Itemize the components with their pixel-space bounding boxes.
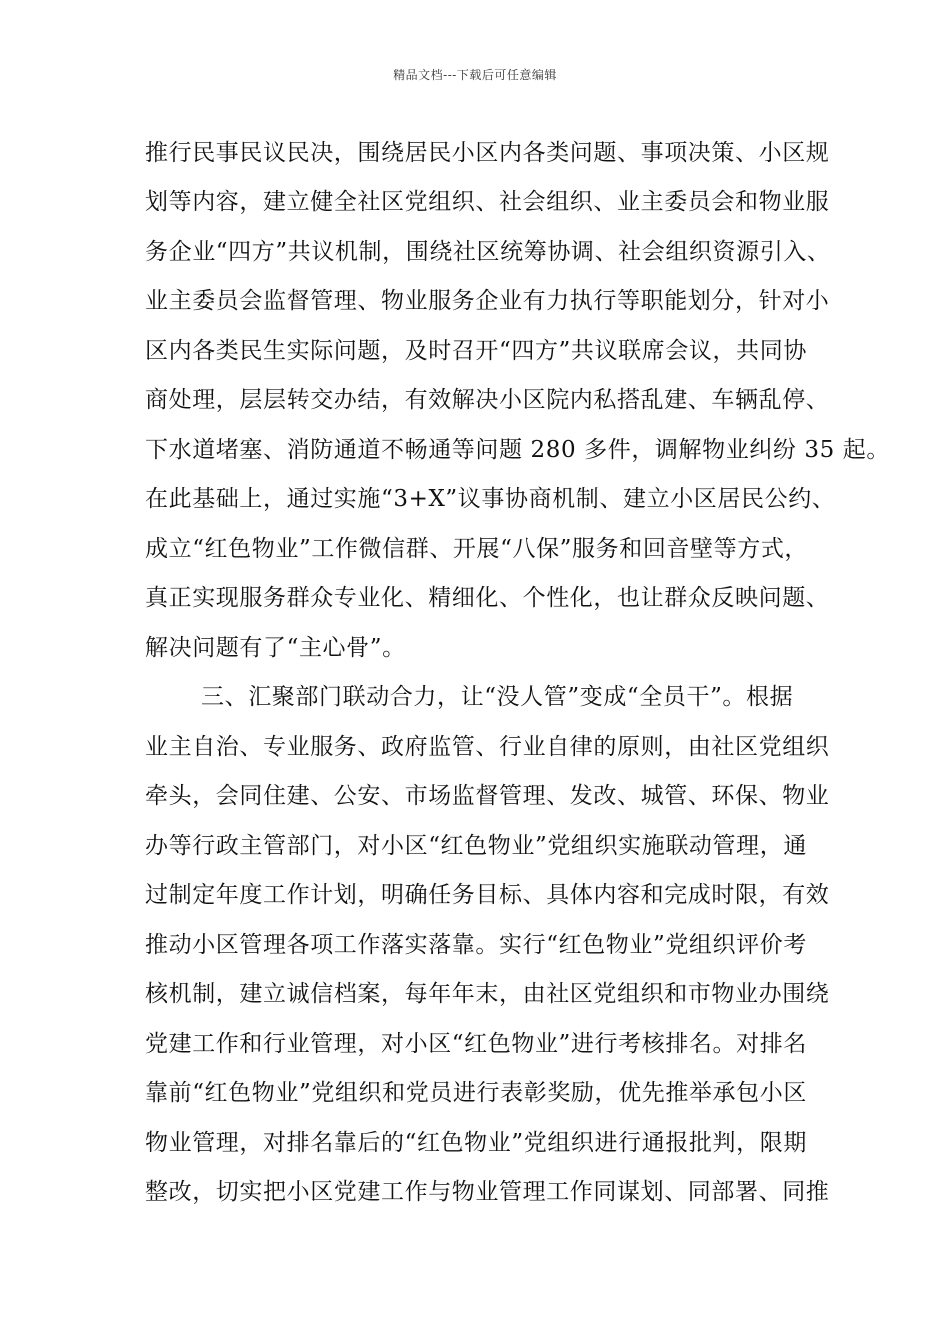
text-line: 商处理，层层转交办结，有效解决小区院内私搭乱建、车辆乱停、 xyxy=(145,387,830,413)
text-line: 核机制，建立诚信档案，每年年末，由社区党组织和市物业办围绕 xyxy=(145,981,830,1007)
section-heading-line: 三、汇聚部门联动合力，让“没人管”变成“全员干”。根据 xyxy=(201,684,794,710)
text-line: 靠前“红色物业”党组织和党员进行表彰奖励，优先推举承包小区 xyxy=(145,1080,807,1106)
text-line: 过制定年度工作计划，明确任务目标、具体内容和完成时限，有效 xyxy=(145,882,830,908)
text-line: 务企业“四方”共议机制，围绕社区统筹协调、社会组织资源引入、 xyxy=(145,239,831,265)
text-line: 推行民事民议民决，围绕居民小区内各类问题、事项决策、小区规 xyxy=(145,140,830,166)
page-header: 精品文档---下载后可任意编辑 xyxy=(393,68,557,82)
text-line: 成立“红色物业”工作微信群、开展“八保”服务和回音壁等方式， xyxy=(145,536,809,562)
text-line: 划等内容，建立健全社区党组织、社会组织、业主委员会和物业服 xyxy=(145,189,830,215)
text-line: 业主自治、专业服务、政府监管、行业自律的原则，由社区党组织 xyxy=(145,734,830,760)
text-line: 区内各类民生实际问题，及时召开“四方”共议联席会议，共同协 xyxy=(145,338,807,364)
text-line: 办等行政主管部门，对小区“红色物业”党组织实施联动管理，通 xyxy=(145,833,807,859)
text-line: 解决问题有了“主心骨”。 xyxy=(145,635,406,661)
text-line: 推动小区管理各项工作落实落靠。实行“红色物业”党组织评价考 xyxy=(145,932,807,958)
text-line: 业主委员会监督管理、物业服务企业有力执行等职能划分，针对小 xyxy=(145,288,830,314)
text-line: 下水道堵塞、消防通道不畅通等问题 280 多件，调解物业纠纷 35 起。 xyxy=(145,437,891,463)
text-line: 物业管理，对排名靠后的“红色物业”党组织进行通报批判，限期 xyxy=(145,1130,807,1156)
text-line: 在此基础上，通过实施“3+X”议事协商机制、建立小区居民公约、 xyxy=(145,486,836,512)
text-line: 真正实现服务群众专业化、精细化、个性化，也让群众反映问题、 xyxy=(145,585,830,611)
text-line: 整改，切实把小区党建工作与物业管理工作同谋划、同部署、同推 xyxy=(145,1179,830,1205)
text-line: 党建工作和行业管理，对小区“红色物业”进行考核排名。对排名 xyxy=(145,1031,807,1057)
text-line: 牵头，会同住建、公安、市场监督管理、发改、城管、环保、物业 xyxy=(145,783,830,809)
